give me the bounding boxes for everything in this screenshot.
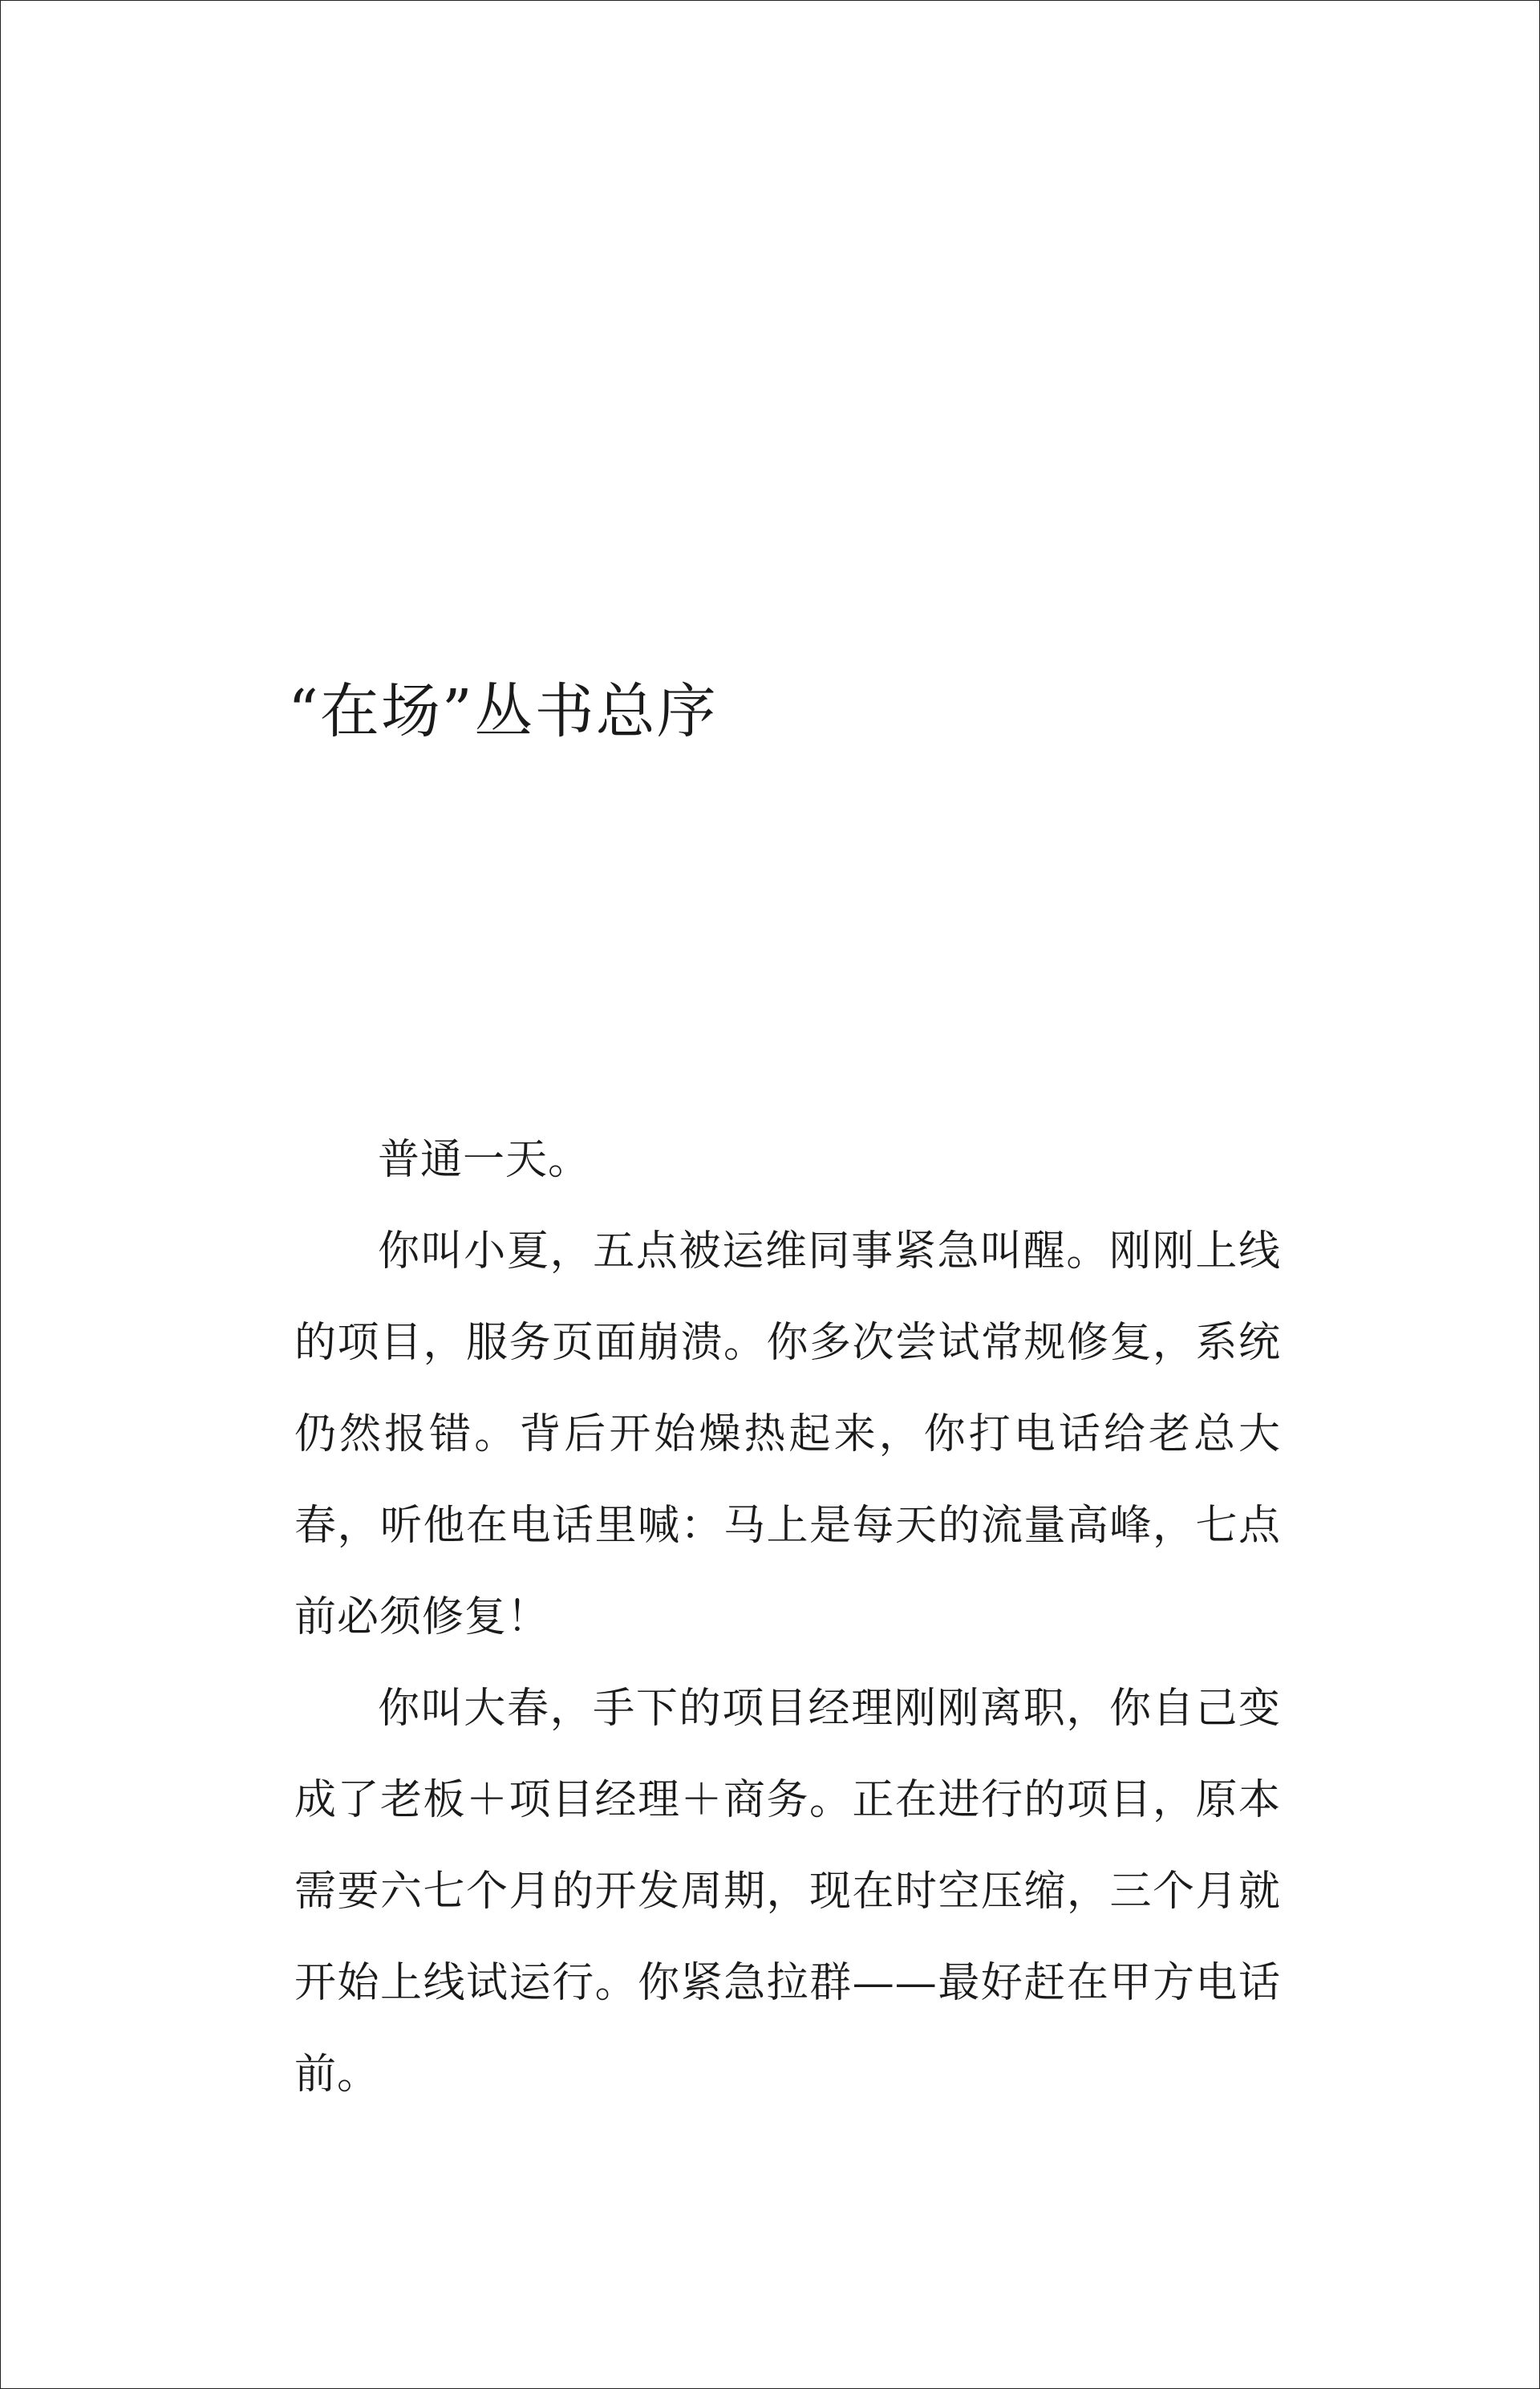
body-text: [294, 1114, 1281, 2120]
paragraph-1: 普通一天。: [378, 1136, 591, 1184]
paragraph-3: 你叫大春，手下的项目经理刚刚离职，你自己变成了老板＋项目经理＋商务。正在进行的项目，原本需要六七个月的开发周期，现在时空压缩，三个月就开始上线试运行。你紧急拉群——最好赶在甲方电话前。: [294, 1685, 1281, 2099]
paragraph-2: 你叫小夏，五点被运维同事紧急叫醒。刚刚上线的项目，服务页面崩溃。你多次尝试常规修复，系统仍然报错。背后开始燥热起来，你打电话给老总大春，听他在电话里喊：马上是每天的流量高峰，七点前必须修复！: [294, 1227, 1281, 1641]
page-title: “在场”丛书总序: [288, 677, 718, 746]
